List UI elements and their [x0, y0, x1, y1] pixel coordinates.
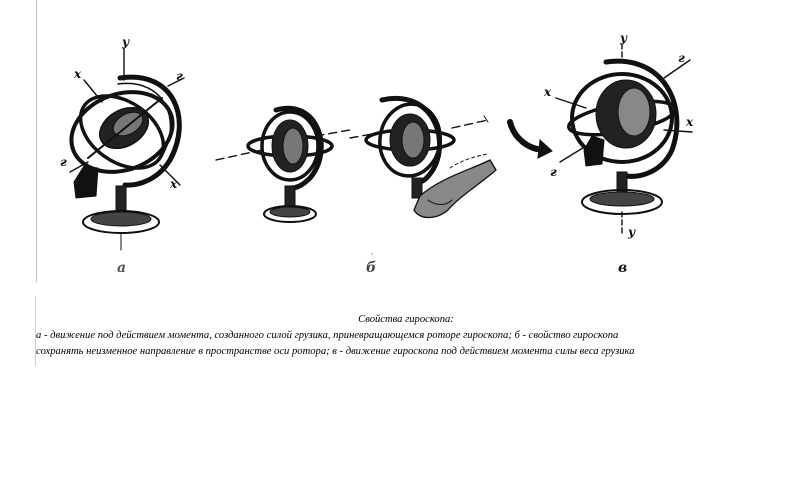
caption-title: Свойства гироскопа:: [358, 314, 454, 325]
panel-label-b: б: [366, 260, 377, 276]
axis-label-x-a-bottom: x: [170, 177, 178, 191]
axis-label-y-a: y: [122, 35, 129, 49]
gyroscope-v: [510, 31, 694, 276]
axis-label-z-a-top: г: [176, 69, 183, 83]
axis-label-z-v-bottom: г: [550, 165, 557, 179]
axis-label-x-v-right: x: [686, 115, 694, 129]
panel-label-a: а: [117, 260, 127, 276]
axis-label-z-v-top: г: [678, 51, 685, 65]
gyroscope-a: [60, 35, 184, 276]
axis-label-y-v-top: y: [620, 31, 627, 45]
caption-line-1: а - движение под действием момента, созданного силой грузика, приневращающемся роторе гироскопа; б - свойство гироскопа: [36, 330, 619, 341]
gyroscope-illustration: [40, 0, 770, 285]
figure-caption: [36, 312, 776, 360]
axis-label-x-v-left: x: [544, 85, 552, 99]
gyroscope-b-right: [350, 98, 496, 276]
axis-label-z-a-bottom: г: [60, 155, 67, 169]
gyroscope-b-left: [216, 108, 350, 222]
panel-label-v: в: [618, 260, 628, 276]
caption-line-2: сохранять неизменное направление в пространстве оси ротора; в - движение гироскопа под действием момента силы веса грузика: [36, 346, 635, 357]
left-border-line: [36, 0, 37, 282]
axis-label-y-v-bottom: y: [628, 225, 635, 239]
axis-label-x-a-top: x: [74, 67, 82, 81]
